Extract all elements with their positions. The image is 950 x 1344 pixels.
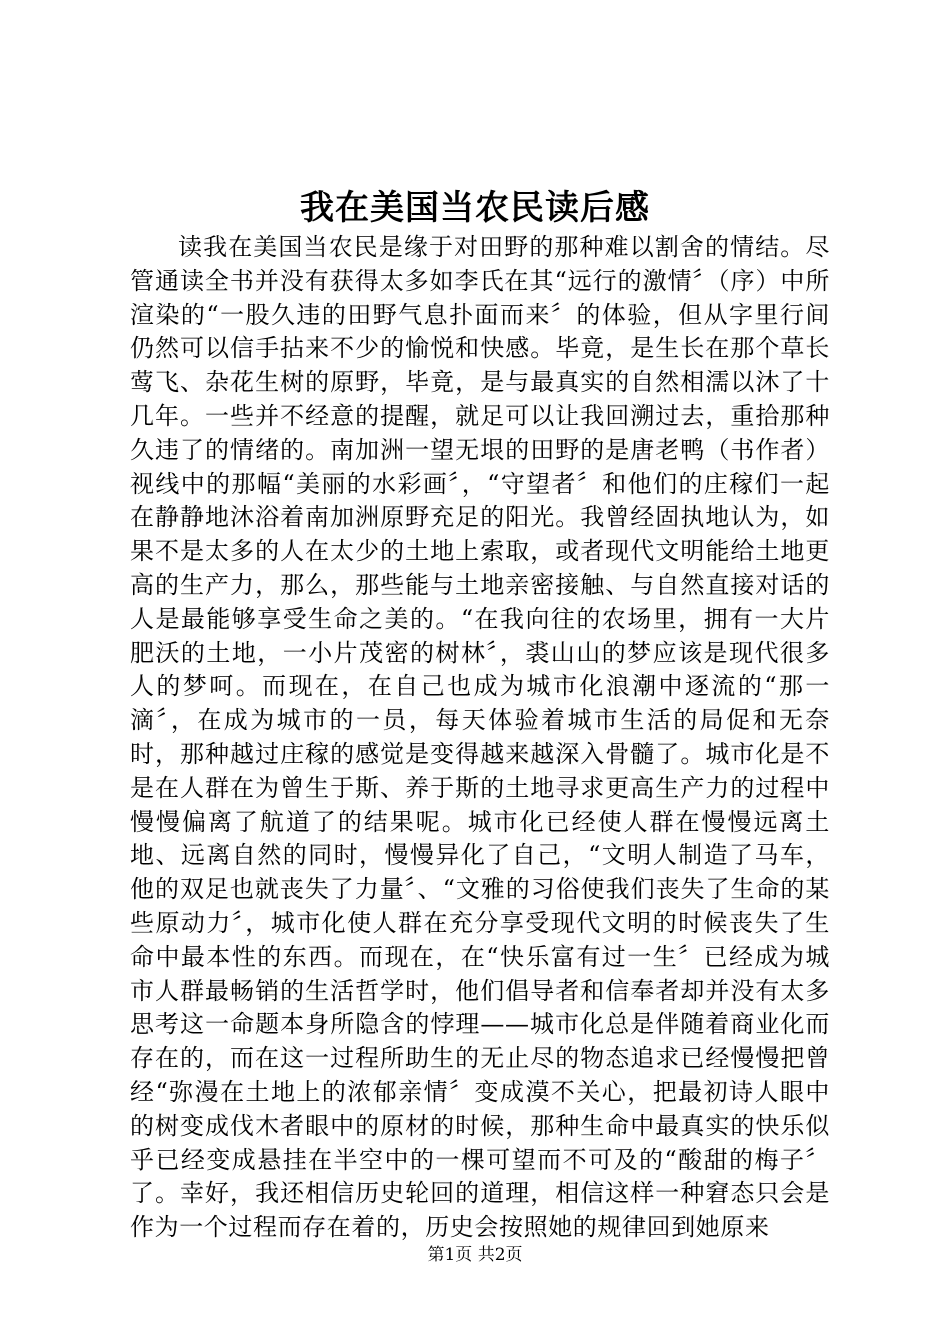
document-title: 我在美国当农民读后感	[300, 188, 650, 228]
page-footer: 第1页 共2页	[427, 1245, 523, 1265]
body-paragraph: 读我在美国当农民是缘于对田野的那种难以割舍的情结。尽管通读全书并没有获得太多如李氏在其“远行的激情〞（序）中所渲染的“一股久违的田野气息扑面而来〞的体验，但从字里行间仍然可以信手拈来不少的愉悦和快感。毕竟，是生长在那个草长莺飞、杂花生树的原野，毕竟，是与最真实的自然相濡以沐了十几年。一些并不经意的提醒，就足可以让我回溯过去，重拾那种久违了的情绪的。南加洲一望无垠的田野的是唐老鸭（书作者）视线中的那幅“美丽的水彩画〞，“守望者〞和他们的庄稼们一起在静静地沐浴着南加洲原野充足的阳光。我曾经固执地认为，如果不是太多的人在太少的土地上索取，或者现代文明能给土地更高的生产力，那么，那些能与土地亲密接触、与自然直接对话的人是最能够享受生命之美的。“在我向往的农场里，拥有一大片肥沃的土地，一小片茂密的树林〞，裘山山的梦应该是现代很多人的梦呵。而现在，在自己也成为城市化浪潮中逐流的“那一滴〞，在成为城市的一员，每天体验着城市生活的局促和无奈时，那种越过庄稼的感觉是变得越来越深入骨髓了。城市化是不是在人群在为曾生于斯、养于斯的土地寻求更高生产力的过程中慢慢偏离了航道了的结果呢。城市化已经使人群在慢慢远离土地、远离自然的同时，慢慢异化了自己，“文明人制造了马车，他的双足也就丧失了力量〞、“文雅的习俗使我们丧失了生命的某些原动力〞，城市化使人群在充分享受现代文明的时候丧失了生命中最本性的东西。而现在，在“快乐富有过一生〞已经成为城市人群最畅销的生活哲学时，他们倡导者和信奉者却并没有太多思考这一命题本身所隐含的悖理——城市化总是伴随着商业化而存在的，而在这一过程所助生的无止尽的物态追求已经慢慢把曾经“弥漫在土地上的浓郁亲情〞变成漠不关心，把最初诗人眼中的树变成伐木者眼中的原材的时候，那种生命中最真实的快乐似乎已经变成悬挂在半空中的一棵可望而不可及的“酸甜的梅子〞了。幸好，我还相信历史轮回的道理，相信这样一种窘态只会是作为一个过程而存在着的，历史会按照她的规律回到她原来	[130, 233, 830, 1242]
